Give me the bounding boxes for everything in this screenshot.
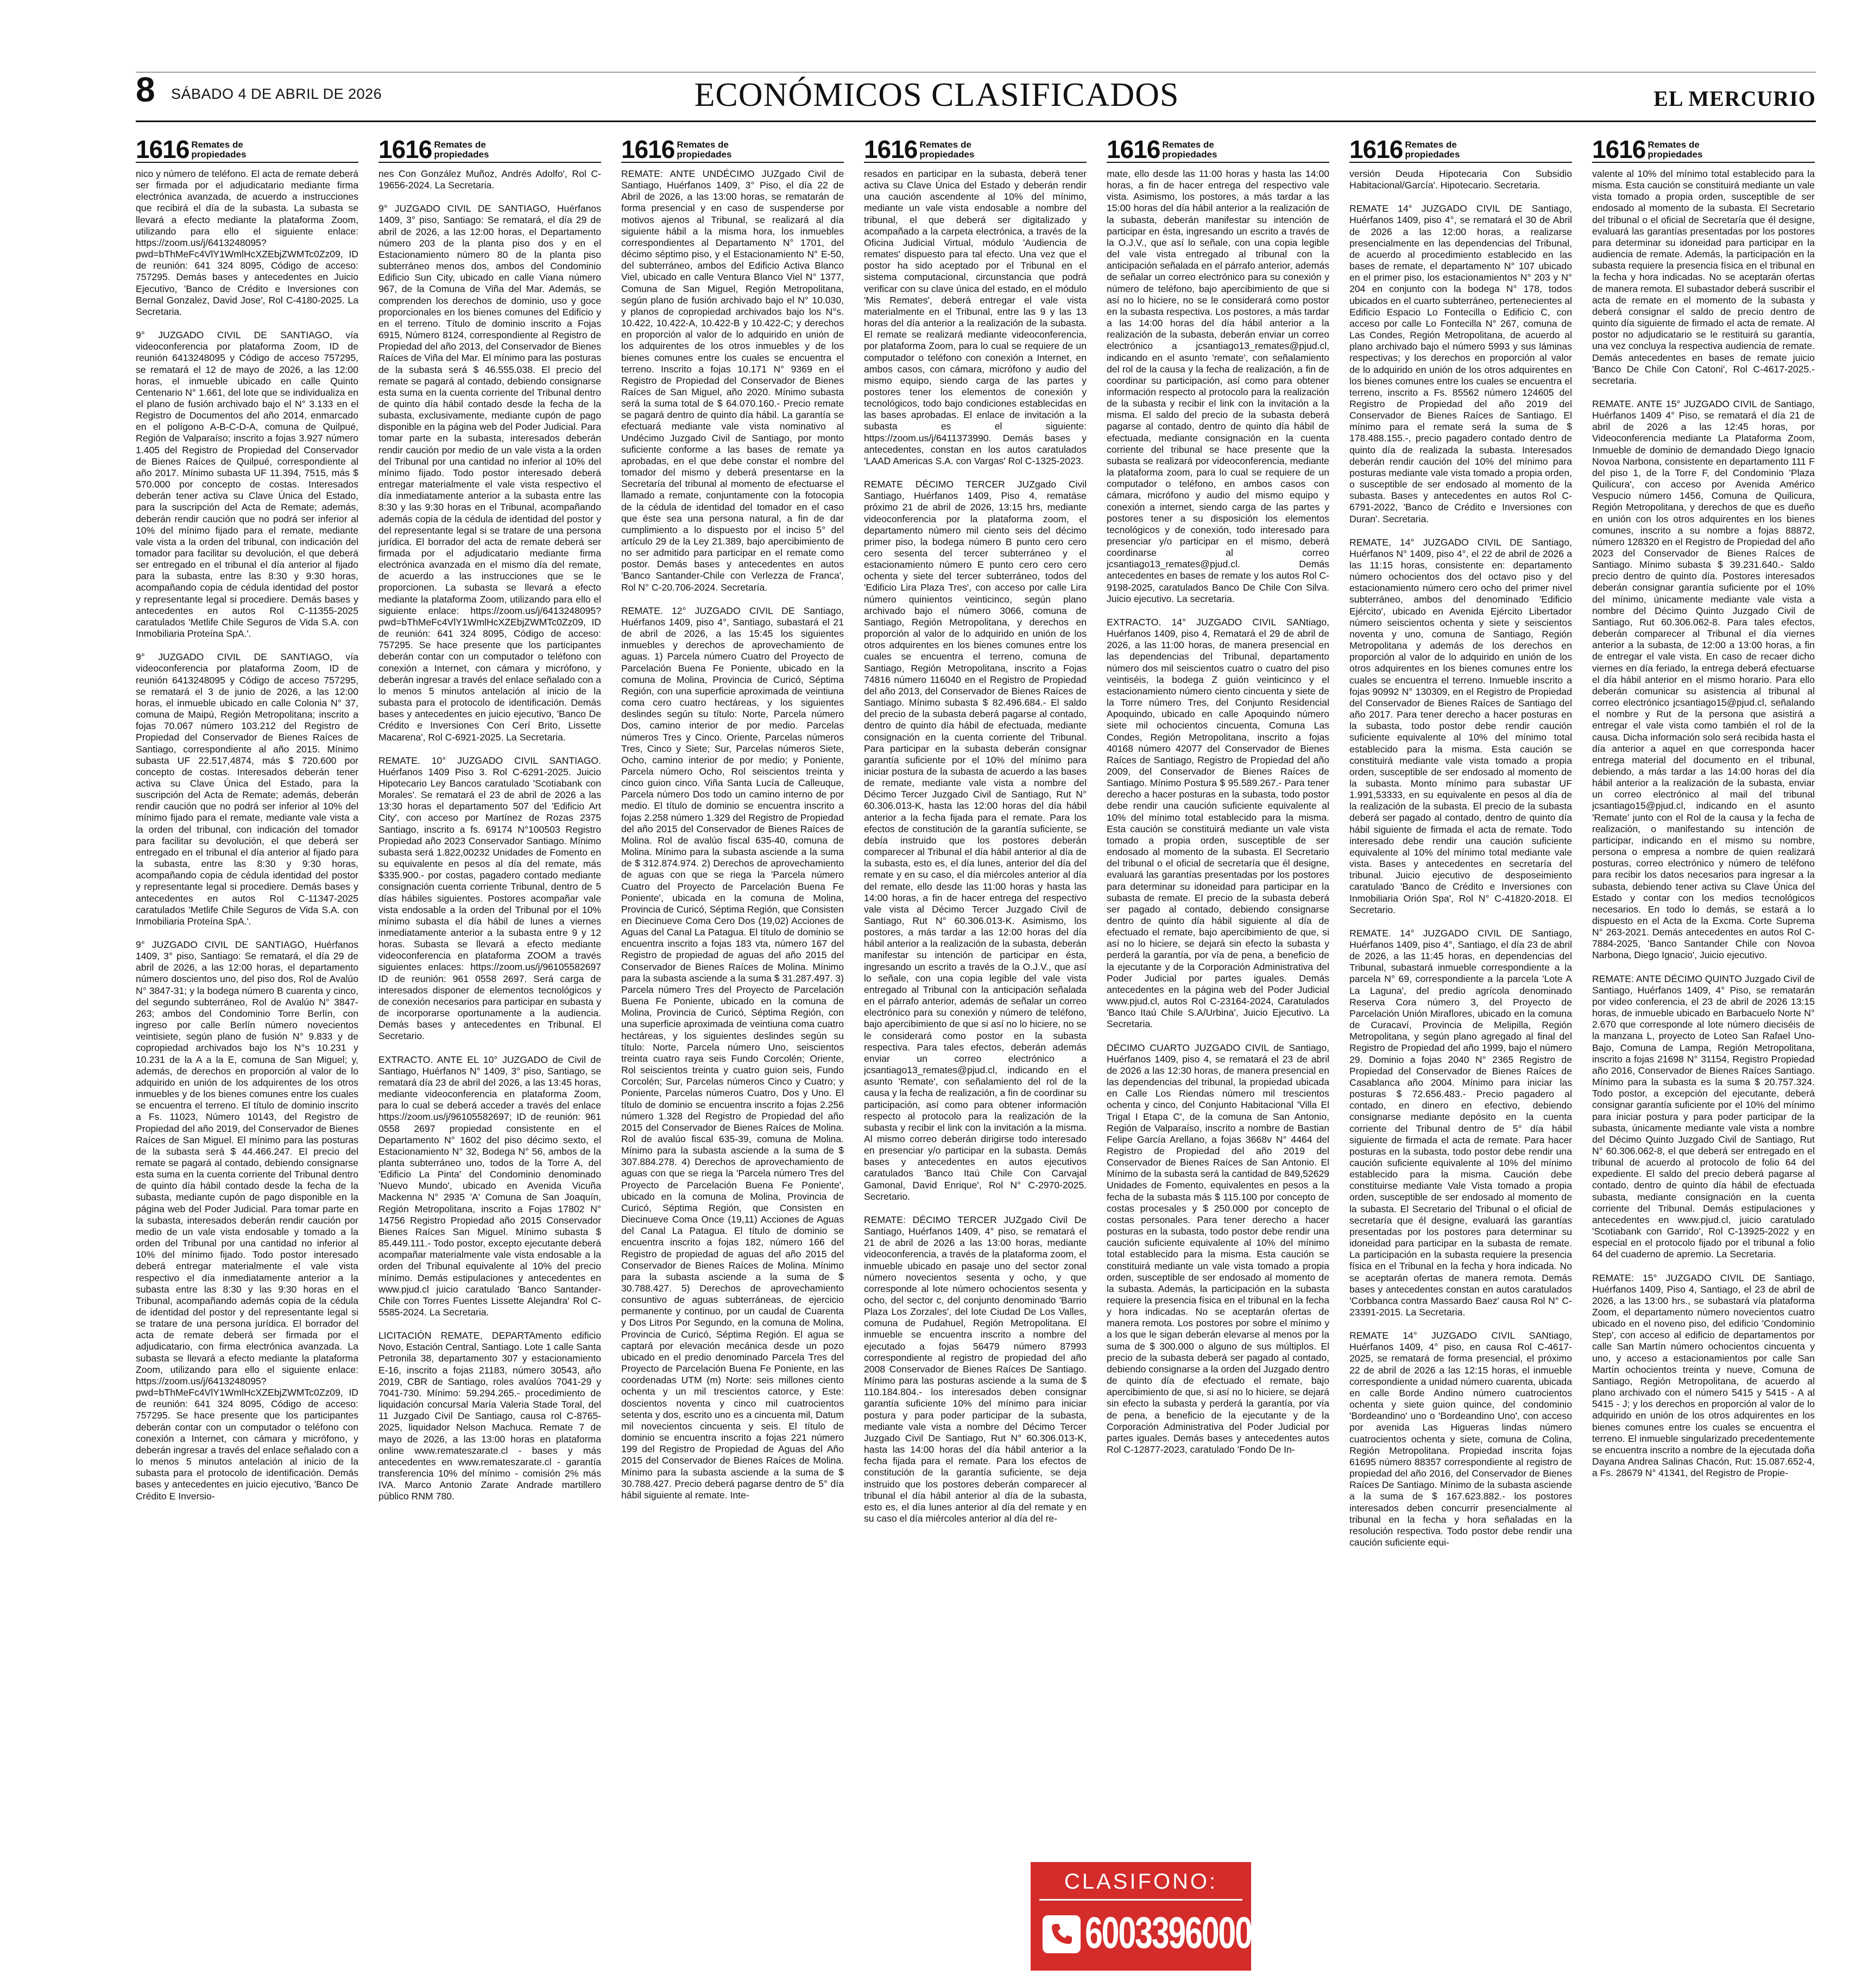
- section-label: [919, 140, 974, 160]
- classified-column-5: [1107, 129, 1329, 1972]
- column-header: [1107, 129, 1329, 163]
- section-label-line-1: Remates de: [1162, 140, 1214, 150]
- section-label-line-2: propiedades: [919, 149, 975, 160]
- section-label-line-1: Remates de: [1405, 140, 1457, 150]
- classified-column-2: [378, 129, 601, 1972]
- section-number: 1616: [1592, 135, 1646, 163]
- notice-paragraph: REMATE: 15° JUZGADO CIVIL DE Santiago, Huérfanos 1409, Piso 4, Santiago, el 23 de abril de 2026, a las 13:00 hrs., se subastará vía plataforma Zoom, el departamento número novecientos cuatro ubicado en el noveno piso, del edificio 'Condominio Step', con acceso al edificio de departamentos por calle San Martín número ochocientos cincuenta y uno, y acceso a estacionamientos por calle San Martín ochocientos treinta y nueve, Comuna de Santiago, Región Metropolitana, de acuerdo al plano archivado con el número 5415 y 5415 - A al 5415 - J; y los derechos en proporción al valor de lo adquirido en unión de los otros adquirentes en los bienes comunes entre los cuales se encuentra el terreno. El inmueble singularizado precedentemente se encuentra inscrito a nombre de la ejecutada doña Dayana Andrea Salinas Chacón, Rut: 15.087.652-4, a Fs. 28679 N° 41341, del Registro de Propie-: [1592, 1272, 1815, 1479]
- section-label: [1405, 140, 1460, 160]
- notice-paragraph: valente al 10% del mínimo total establecido para la misma. Esta caución se constituirá mediante un vale vista tomado a propia orden, susceptible de ser endosado al momento de la subasta. El Secretario del tribunal o el oficial de Secretaría que él designe, evaluará las garantías presentadas por los postores para determinar su idoneidad para participar en la audiencia de remate. Además, la participación en la subasta requiere la presencia física en el tribunal en la fecha y hora indicadas. No se aceptarán ofertas de manera remota. El subastador deberá suscribir el acta de remate en el momento de la subasta y deberá consignar el saldo de precio dentro de quinto día siguiente de firmado el acta de remate. Al postor no adjudicatario se le restituirá su garantía, una vez concluya la respectiva audiencia de remate. Demás antecedentes en bases de remate juicio 'Banco De Chile Con Catoni', Rol C-4617-2025.- secretaria.: [1592, 168, 1815, 386]
- classified-column-3: [621, 129, 844, 1972]
- notice-paragraph: REMATE DÉCIMO TERCER JUZgado Civil Santiago, Huérfanos 1409, Piso 4, rematáse próximo 21 de abril de 2026, 13:15 hrs, mediante videoconferencia por la plataforma zoom, el departamento número mil ciento seis del décimo primer piso, la bodega número B punto cero cero cero sesenta del tercer subterráneo y el estacionamiento número E punto cero cero cero ochenta y siete del tercer subterráneo, todos del 'Edificio Lira Plaza Tres', con acceso por calle Lira número quinientos veinticinco, según plano archivado bajo el número 3066, comuna de Santiago, Región Metropolitana, y derechos en proporción al valor de lo adquirido en unión de los otros adquirentes en los bienes comunes entre los cuales se encuentra el terreno, comuna de Santiago, Región Metropolitana, inscrito a Fojas 74816 número 116040 en el Registro de Propiedad del año 2013, del Conservador de Bienes Raíces de Santiago. Mínimo subasta $ 82.496.684.- El saldo del precio de la subasta deberá pagarse al contado, dentro de quinto día hábil de efectuada, mediante consignación en la cuenta corriente del Tribunal. Para participar en la subasta deberán consignar garantía suficiente por el 10% del mínimo para iniciar postura de la subasta de acuerdo a las bases de remate, mediante vale vista a nombre del Décimo Tercer Juzgado Civil de Santiago, Rut N° 60.306.013-K, hasta las 12:00 horas del día hábil anterior a la fecha fijada para el remate. Para los efectos de constitución de la garantía suficiente, se debía instruido que los postores deberán comparecer al Tribunal el día hábil anterior al día de la subasta, esto es, el día lunes, anterior del día del remate y en su caso, el día miércoles anterior al día del remate, ello desde las 11:00 horas y hasta las 14:00 horas, a fin de hacer entrega del respectivo vale vista al Décimo Tercer Juzgado Civil de Santiago, Rut N° 60.306.013-K. Asimismo, los postores, a más tardar a las 12:00 horas del día hábil anterior a la realización de la subasta, deberán manifestar su intención de participar en ésta, ingresando un escrito a través de la O.J.V., que así lo señale, con una copia legible del vale vista entregado al Tribunal con la anticipación señalada en el párrafo anterior, además de señalar un correo electrónico para su conexión y número de teléfono, bajo apercibimiento de que si así no lo hiciere, no se le considerará como postor en la subasta respectiva. Para tales efectos, deberán además enviar un correo electrónico a jcsantiago13_remates@pjud.cl, indicando en el asunto 'Remate', con señalamiento del rol de la causa y la fecha de realización, a fin de coordinar su participación, así como para obtener información respecto al protocolo para la realización de la subasta y recibir el link con la invitación a la misma. Al mismo correo deberán dirigirse todo interesado en presenciar y/o participar en la subasta. Demás bases y antecedentes en autos ejecutivos caratulados 'Banco Itaú Chile Con Carvajal Gamonal, David Enrique', Rol N° C-2970-2025. Secretario.: [864, 479, 1087, 1202]
- section-number: 1616: [864, 135, 918, 163]
- notice-paragraph: REMATE: ANTE DÉCIMO QUINTO Juzgado Civil de Santiago, Huérfanos 1409, 4° Piso, se rematarán por video conferencia, el 23 de abril de 2026 13:15 horas, de inmueble ubicado en Barbacuelo Norte N° 2.670 que corresponde al lote número dieciséis de la manzana L, proyecto de Loteo San Rafael Uno-Bajo, Comuna de Lampa, Región Metropolitana, inscrito a fojas 21698 N° 31154, Registro Propiedad año 2016, Conservador de Bienes Raíces Santiago. Mínimo para la subasta es la suma $ 20.757.324. Todo postor, a excepción del ejecutante, deberá consignar garantía suficiente por el 10% del mínimo para iniciar postura y para poder participar de la subasta, únicamente mediante vale vista a nombre del Décimo Quinto Juzgado Civil de Santiago, Rut N° 60.306.062-8, el que deberá ser entregado en el tribunal de acuerdo al protocolo de folio 64 del expediente. El saldo del precio deberá pagarse al contado, dentro de quinto día hábil de efectuada subasta, mediante consignación en la cuenta corriente del Tribunal. Demás estipulaciones y antecedentes en www.pjud.cl, juicio caratulado 'Scotiabank con Garrido', Rol C-13925-2022 y en especial en el protocolo fijado por el tribunal a folio 64 del cuaderno de apremio. La Secretaria.: [1592, 973, 1815, 1260]
- notice-paragraph: resados en participar en la subasta, deberá tener activa su Clave Única del Estado y deberán rendir una caución ascendente al 10% del mínimo, mediante un vale vista endosable a nombre del tribunal, el que deberá ser digitalizado y acompañado a la carpeta electrónica, a través de la Oficina Judicial Virtual, módulo 'Audiencia de remates' dispuesto para tal efecto. Una vez que el postor ha sido aceptado por el Tribunal en el sistema computacional, circunstancia que podrá verificar con su clave única del estado, en el módulo 'Mis Remates', deberá entregar el vale vista materialmente en el Tribunal, entre las 9 y las 13 horas del día anterior a la realización de la subasta. El remate se realizará mediante videoconferencia, por plataforma Zoom, para lo cual se requiere de un computador o teléfono con conexión a Internet, en ambos casos, con cámara, micrófono y audio del mismo equipo, siendo carga de las partes y postores tener los elementos de conexión y tecnológicos, todo bajo condiciones establecidas en las bases aprobadas. El enlace de invitación a la subasta es el siguiente: https://zoom.us/j/6411373990. Demás bases y antecedentes, constan en los autos caratulados 'LAAD Americas S.A. con Vargas' Rol C-1325-2023.: [864, 168, 1087, 466]
- section-number: 1616: [136, 135, 190, 163]
- notice-paragraph: DÉCIMO CUARTO JUZGADO CIVIL de Santiago, Huérfanos 1409, piso 4, se rematará el 23 de abril de 2026 a las 12:30 horas, de manera presencial en las dependencias del tribunal, la propiedad ubicada en Calle Los Riendas número mil trescientos ochenta y cinco, del Conjunto Habitacional 'Villa El Trigal I Etapa C', de la comuna de San Antonio, Región de Valparaíso, inscrito a nombre de Bastian Felipe García Arellano, a fojas 3668v N° 4464 del Registro de Propiedad del año 2019 del Conservador de Bienes Raíces de San Antonio. El Mínimo de la subasta será la cantidad de 849,52629 Unidades de Fomento, equivalentes en pesos a la fecha de la subasta más $ 115.100 por concepto de costas procesales y $ 250.000 por concepto de costas personales. Para tener derecho a hacer posturas en la subasta, todo postor debe rendir una caución suficiente equivalente al 10% del mínimo total establecido para la misma. Esta caución se constituirá mediante un vale vista tomado a propia orden, susceptible de ser endosado al momento de la subasta. Además, la participación en la subasta requiere la presencia física en el tribunal en la fecha y hora indicadas. No se aceptarán ofertas de manera remota. Los postores por sobre el mínimo y a los que le sigan deberán elevarse al menos por la suma de $ 300.000 o alguno de sus múltiplos. El precio de la subasta deberá ser pagado al contado, debiendo consignarse a la orden del Juzgado dentro de quinto día de efectuado el remate, bajo apercibimiento de que, si así no lo hiciere, se dejará sin efecto la subasta y perderá la garantía, por vía de pena, a beneficio de la ejecutante y de la Corporación Administrativa del Poder Judicial por partes iguales. Demás bases y antecedentes autos Rol C-12877-2023, caratulado 'Fondo De In-: [1107, 1042, 1329, 1455]
- notice-paragraph: REMATE: ANTE UNDÉCIMO JUZgado Civil de Santiago, Huérfanos 1409, 3° Piso, el día 22 de Abril de 2026, a las 13:00 horas, se rematarán de forma presencial y en caso de suspenderse por motivos ajenos al Tribunal, se realizará al día siguiente hábil a la misma hora, los inmuebles correspondientes al Departamento N° 1701, del décimo séptimo piso, y el Estacionamiento N° E-50, del subterráneo, ambos del Edificio Activa Blanco Viel, ubicado en calle Ventura Blanco Viel N° 1377, Comuna de San Miguel, Región Metropolitana, según plano de fusión archivado bajo el N° 10.030, y planos de copropiedad archivados bajo los N°s. 10.422, 10.422-A, 10.422-B y 10.422-C; y derechos en proporción al valor de lo adquirido en unión de los adquirentes de los otros inmuebles y de los bienes comunes entre los cuales se encuentra el terreno. Inscrito a fojas 10.171 N° 9369 en el Registro de Propiedad del Conservador de Bienes Raíces de San Miguel, año 2020. Mínimo subasta será la suma total de $ 64.070.160.- Precio remate se pagará dentro de quinto día hábil. La garantía se efectuará mediante vale vista nominativo al Undécimo Juzgado Civil de Santiago, por monto suficiente conforme a las bases de remate ya aprobadas, en el que debe constar el nombre del tomador del mismo y deberá presentarse en la Secretaría del tribunal al momento de efectuarse el llamado a remate, conjuntamente con la fotocopia de la cédula de identidad del tomador en el caso que éste sea una persona natural, a fin de dar cumplimiento a lo dispuesto por el inciso 5° del artículo 29 de la Ley 21.389, bajo apercibimiento de no ser admitido para participar en el remate como postor. Demás bases y antecedentes en autos 'Banco Santander-Chile con Verlezza de Franca', Rol N° C-20.706-2024. Secretaría.: [621, 168, 844, 593]
- classified-column-4: [864, 129, 1087, 1972]
- ad-divider: [1039, 1899, 1242, 1901]
- notice-paragraph: REMATE: DÉCIMO TERCER JUZgado Civil De Santiago, Huérfanos 1409, 4° piso, se rematará el 21 de abril de 2026 a las 13:00 horas, mediante videoconferencia, a través de la plataforma zoom, el inmueble ubicado en pasaje uno del sector zonal número novecientos sesenta y ocho, y que corresponde al lote número ochocientos sesenta y ocho, del sector c, del conjunto denominado 'Barrio Plaza Los Zorzales', del lote Ciudad De Los Valles, comuna de Pudahuel, Región Metropolitana. El inmueble se encuentra inscrito a nombre del ejecutado a fojas 56479 número 87993 correspondiente al registro de propiedad del año 2008 Conservador de Bienes Raíces De Santiago. Mínimo para las posturas asciende a la suma de $ 110.184.804.- los interesados deben consignar garantía suficiente 10% del mínimo para iniciar postura y para poder participar de la subasta, mediante vale vista a nombre del Décimo Tercer Juzgado Civil De Santiago, Rut N° 60.306.013-K, hasta las 14:00 horas del día hábil anterior a la fecha fijada para el remate. Para los efectos de constitución de la garantía suficiente, se deja instruido que los postores deberán comparecer al tribunal el día hábil anterior al día de la subasta, esto es, el día lunes anterior al día del remate y en su caso el día miércoles anterior al día del re-: [864, 1214, 1087, 1524]
- section-number: 1616: [621, 135, 675, 163]
- notice-paragraph: REMATE 14° JUZGADO CIVIL SANtiago, Huérfanos 1409, 4° piso, en causa Rol C-4617-2025, se rematará de forma presencial, el próximo 22 de abril de 2026 a las 12:15 horas, el inmueble correspondiente a unidad número cuarenta, ubicada en calle Borde Andino número cuatrocientos ochenta y siete guion quince, del condominio 'Bordeandino' uno o 'Bordeandino Uno', con acceso por avenida Las Higueras lindas número cuatrocientos ochenta y siete, comuna de Colina, Región Metropolitana. Propiedad inscrita fojas 61695 número 88357 correspondiente al registro de propiedad del año 2016, del Conservador de Bienes Raíces De Santiago. Mínimo de la subasta asciende a la suma de $ 167.623.882.- los postores interesados deben concurrir presencialmente al tribunal en la fecha y hora señaladas en la resolución respectiva. Todo postor debe rendir una caución suficiente equi-: [1349, 1330, 1572, 1548]
- ad-phone-number: 6003396000: [1085, 1908, 1252, 1958]
- section-label-line-2: propiedades: [1162, 149, 1217, 160]
- classified-column-6: [1349, 129, 1572, 1972]
- classified-column-7: [1592, 129, 1815, 1972]
- section-label-line-2: propiedades: [191, 149, 247, 160]
- header-rule: [136, 121, 1816, 122]
- notice-paragraph: nes Con González Muñoz, Andrés Adolfo', Rol C-19656-2024. La Secretaria.: [378, 168, 601, 191]
- section-label-line-1: Remates de: [1648, 140, 1700, 150]
- column-header: [1349, 129, 1572, 163]
- notice-paragraph: 9° JUZGADO CIVIL DE SANTIAGO, vía videoconferencia por plataforma Zoom, ID de reunión 6413248095 y Código de acceso 757295, se rematará el 3 de junio de 2026, a las 12:00 horas, el inmueble ubicado en calle Colonia N° 37, comuna de Maipú, Región Metropolitana; inscrito a fojas 70.067 número 103.212 del Registro de Propiedad del Conservador de Bienes Raíces de Santiago, correspondiente al año 2015. Mínimo subasta UF 22.517,4874, más $ 720.600 por concepto de costas. Interesados deberán tener activa su Clave Única del Estado, para la suscripción del Acta de Remate; además, deberán rendir caución que no podrá ser inferior al 10% del mínimo fijado para el remate, mediante vale vista a la orden del tribunal, con indicación del tomador para facilitar su devolución, el que deberá ser entregado en el tribunal el día anterior al fijado para la subasta, entre las 8:30 y 9:30 horas, acompañando copia de cédula identidad del postor y representante legal si procediere. Demás bases y antecedentes en autos Rol C-11347-2025 caratulados 'Metlife Chile Seguros de Vida S.A. con Inmobiliaria Proteína SpA.'.: [136, 651, 358, 927]
- section-label: [677, 140, 731, 160]
- notice-paragraph: REMATE, 14° JUZGADO CIVIL DE Santiago, Huérfanos N° 1409, piso 4°, el 22 de abril de 2026 a las 11:15 horas, consistente en: departamento número ochocientos dos del octavo piso y del estacionamiento número cero ocho del primer nivel subterráneo, ambos del denominado 'Edificio Ejército', ubicado en Avenida Ejército Libertador número seiscientos ochenta y siete y seiscientos noventa y uno, comuna de Santiago, Región Metropolitana y además de los derechos en proporción al valor de lo adquirido en unión de los otros adquirentes en los bienes comunes entre los cuales se encuentra el terreno. Inmueble inscrito a fojas 90992 N° 130309, en el Registro de Propiedad del Conservador de Bienes Raíces de Santiago del año 2017. Para tener derecho a hacer posturas en la subasta, todo postor debe rendir caución suficiente equivalente al 10% del mínimo total establecido para la misma. Esta caución se constituirá mediante vale vista tomado a propia orden, susceptible de ser endosado al momento de la subasta. Monto mínimo para subastar UF 1.991,53333, en su equivalente en pesos al día de la realización de la subasta. El precio de la subasta deberá ser pagado al contado, dentro de quinto día hábil siguiente de firmada el acta de remate. Todo interesado debe rendir una caución suficiente equivalente al 10% del mínimo total mediante vale vista. Bases y antecedentes en secretaría del tribunal. Juicio ejecutivo de desposeimiento caratulado 'Banco de Crédito e Inversiones con Inmobiliaria Orión Spa', Rol N° C-41820-2018. El Secretario.: [1349, 536, 1572, 915]
- column-text: [621, 168, 844, 1501]
- notice-paragraph: REMATE. ANTE 15° JUZGADO CIVIL de Santiago, Huérfanos 1409 4° Piso, se rematará el día 21 de abril de 2026 a las 12:45 horas, por Videoconferencia mediante La Plataforma Zoom, Inmueble de dominio de demandado Diego Ignacio Novoa Narbona, consistente en departamento 111 F del piso 1, de la Torre F, del Condominio 'Plaza Quilicura', con acceso por Avenida Américo Vespucio número 1456, Comuna de Quilicura, Región Metropolitana, y derechos de que es dueño en unión con los otros adquirentes en los bienes comunes, inscrito a su nombre a fojas 88872, número 128320 en el Registro de Propiedad del año 2023 del Conservador de Bienes Raíces de Santiago. Mínimo subasta $ 39.231.640.- Saldo precio dentro de quinto día. Postores interesados deberán consignar garantía suficiente por el 10% del mínimo, únicamente mediante vale vista a nombre del Décimo Quinto Juzgado Civil de Santiago, Rut 60.306.062-8. Para tales efectos, deberán comparecer al Tribunal el día viernes anterior a la subasta, de 12:00 a 13:00 horas, a fin de entregar el vale vista. En caso de recaer dicho viernes en día feriado, la entrega deberá efectuarse el día hábil anterior en el mismo horario. Para ello deberán comunicar su asistencia al tribunal al correo electrónico jcsantiago15@pjud.cl, señalando el nombre y Rut de la persona que asistirá a entregar el vale vista como también el rol de la causa. Dicha información solo será recibida hasta el día anterior a aquel en que corresponda hacer entrega material del documento en el tribunal, debiendo, a más tardar a las 14:00 horas del día hábil anterior a la realización de la subasta, enviar un correo electrónico al mail del tribunal jcsantiago15@pjud.cl, indicando en el asunto 'Remate' junto con el Rol de la causa y la fecha de realización, o manifestando su intención de participar, indicando en el mismo su nombre, persona o empresa a nombre de quien realizará posturas, correo electrónico y número de teléfono para recibir los datos necesarios para ingresar a la subasta, debiendo tener activa su Clave Única del Estado y contar con los medios tecnológicos necesarios. En todo lo demás, se estará a lo dispuesto en el Acta de la Excma. Corte Suprema N° 263-2021. Demás antecedentes en autos Rol C-7884-2025, 'Banco Santander Chile con Novoa Narbona, Diego Ignacio', Juicio ejecutivo.: [1592, 398, 1815, 961]
- section-label-line-2: propiedades: [1648, 149, 1703, 160]
- section-label-line-2: propiedades: [1405, 149, 1460, 160]
- column-text: [378, 168, 601, 1503]
- ad-title: CLASIFONO:: [1064, 1870, 1218, 1894]
- notice-paragraph: REMATE 14° JUZGADO CIVIL DE Santiago, Huérfanos 1409, piso 4°, se rematará el 30 de Abril de 2026 a las 12:00 horas, a realizarse presencialmente en las dependencias del Tribunal, de acuerdo al procedimiento establecido en las bases de remate, el departamento N° 107 ubicado en el primer piso, los estacionamientos N° 203 y N° 204 en conjunto con la bodega N° 178, todos ubicados en el cuarto subterráneo, pertenecientes al Edificio Espacio Lo Fontecilla o Edificio C, con acceso por calle Lo Fontecilla N° 267, comuna de Las Condes, Región Metropolitana, de acuerdo al plano archivado bajo el número 5993 y sus láminas respectivas; y los derechos en proporción al valor de lo adquirido en unión de los otros adquirentes en los bienes comunes entre los cuales se encuentra el terreno, inscrito a Fs. 85562 número 124605 del Registro de Propiedad del año 2019 del Conservador de Bienes Raíces de Santiago. El mínimo para el remate será la suma de $ 178.488.155.-, precio pagadero contado dentro de quinto día de realizada la subasta. Interesados deberán rendir caución del 10% del mínimo para posturas mediante vale vista tomado a propia orden, o susceptible de ser endosado al momento de la subasta. Bases y antecedentes en autos Rol C-6791-2022, 'Banco de Crédito e Inversiones con Duran'. Secretaria.: [1349, 203, 1572, 524]
- clasifono-ad: [1031, 1862, 1251, 1971]
- classified-columns: [136, 129, 1816, 1972]
- section-title: ECONÓMICOS CLASIFICADOS: [694, 77, 1179, 113]
- column-header: [136, 129, 358, 163]
- section-number: 1616: [1349, 135, 1403, 163]
- section-label: [434, 140, 489, 160]
- top-rule: [136, 72, 1816, 73]
- section-label: [1648, 140, 1702, 160]
- section-label-line-2: propiedades: [677, 149, 732, 160]
- notice-paragraph: 9° JUZGADO CIVIL DE SANTIAGO, Huérfanos 1409, 3° piso, Santiago: Se rematará, el día 29 de abril de 2026, a las 12:00 horas, el Departamento número 203 de la planta piso dos y en el Estacionamiento número 80 de la planta piso subterráneo menos dos, ambos del Condominio Edificio Sun City, ubicado en calle Viana número 967, de la Comuna de Viña del Mar. Además, se comprenden los derechos de dominio, uso y goce proporcionales en los bienes comunes del Edificio y en el terreno. Título de dominio inscrito a Fojas 6915, Número 8124, correspondiente al Registro de Propiedad del año 2013, del Conservador de Bienes Raíces de Viña del Mar. El mínimo para las posturas de la subasta será $ 46.555.038. El precio del remate se pagará al contado, debiendo consignarse esta suma en la cuenta corriente del Tribunal dentro de quinto día hábil contado desde la fecha de la subasta, exclusivamente, mediante cupón de pago disponible en la página web del Poder Judicial. Para tomar parte en la subasta, interesados deberán rendir caución por medio de un vale vista a la orden del Tribunal por una cantidad no inferior al 10% del mínimo fijado. Todo postor interesado deberá entregar materialmente el vale vista respectivo el día inmediatamente anterior a la subasta entre las 8:30 y las 9:30 horas en el Tribunal, acompañando además copia de la cédula de identidad del postor y del representante legal si se tratare de una persona jurídica. El borrador del acta de remate deberá ser firmada por el adjudicatario mediante firma electrónica avanzada en el mismo día del remate, de acuerdo a las instrucciones que se le proporcionen. La subasta se llevará a efecto mediante la plataforma Zoom, utilizando para ello el siguiente enlace: https://zoom.us/j/6413248095? pwd=bThMeFc4VlY1WmlHcXZEbjZWMTc0Zz09, ID de reunión: 641 324 8095, Código de acceso: 757295. Se hace presente que los participantes deberán contar con un computador o teléfono con conexión a Internet, con cámara y micrófono, y deberán ingresar a través del enlace señalado con a lo menos 5 minutos antelación al inicio de la subasta para el protocolo de identificación. Demás bases y antecedentes en juicio ejecutivo, 'Banco De Crédito e Inversiones Con Cerí Brito, Lissette Macarena', Rol C-6921-2025. La Secretaria.: [378, 203, 601, 743]
- column-text: [1349, 168, 1572, 1548]
- notice-paragraph: REMATE. 12° JUZGADO CIVIL DE Santiago, Huérfanos 1409, piso 4°, Santiago, subastará el 21 de abril de 2026, a las 15:45 los siguientes inmuebles y derechos de aprovechamiento de aguas. 1) Parcela número Cuatro del Proyecto de Parcelación Buena Fe Poniente, ubicado en la comuna de Molina, Provincia de Curicó, Séptima Región, con una superficie aproximada de veintiuna coma cero cuatro hectáreas, y los siguientes deslindes según su título: Norte, Parcela número Dos, camino interior de por medio. Parcelas números Tres y Cinco. Oriente, Parcelas números Tres, Cinco y Siete; Sur, Parcelas números Siete, Ocho, camino interior de por medio; y Poniente, Parcela número Ocho, Rol seiscientos treinta y cinco guion cinco. Viña Santa Lucía de Calleuque, Parcela número Dos todo un camino interno de por medio. El título de dominio se encuentra inscrito a fojas 2.258 número 1.329 del Registro de Propiedad del año 2015 del Conservador de Bienes Raíces de Molina. Rol de avalúo fiscal 635-40, comuna de Molina. Mínimo para la subasta asciende a la suma de $ 312.874.974. 2) Derechos de aprovechamiento de aguas con que se riega la 'Parcela número Cuatro del Proyecto de Parcelación Buena Fe Poniente', ubicada en la comuna de Molina, Provincia de Curicó, Séptima Región, que Consisten en Diecinueve Coma Cero Dos (19,02) Acciones de Aguas del Canal La Patagua. El título de dominio se encuentra inscrito a fojas 183 vta, número 167 del Registro de propiedad de aguas del año 2015 del Conservador de Bienes Raíces de Molina. Mínimo para la subasta asciende a la suma $ 31.287.497. 3) Parcela número Tres del Proyecto de Parcelación Buena Fe Poniente, ubicado en la comuna de Molina, Provincia de Curicó, Séptima Región, con una superficie aproximada de veintiuna coma cuatro hectáreas, y los siguientes deslindes según su título: Norte, Parcela número Uno, seiscientos treinta cuatro raya seis Fundo Corcolén; Oriente, Rol seiscientos treinta y cuatro guion seis, Fundo Corcolén; Sur, Parcelas números Cinco y Cuatro; y Poniente, Parcelas números Cuatro, Dos y Uno. El título de dominio se encuentra inscrito a fojas 2.256 número 1.328 del Registro de Propiedad del año 2015 del Conservador de Bienes Raíces de Molina. Rol de avalúo fiscal 635-39, comuna de Molina. Mínimo para la subasta asciende a la suma de $ 307.884.278. 4) Derechos de aprovechamiento de aguas con que se riega la 'Parcela número Tres del Proyecto de Parcelación Buena Fe Poniente', ubicado en la comuna de Molina, Provincia de Curicó, Séptima Región, que Consisten en Diecinueve Coma Once (19,11) Acciones de Aguas del Canal La Patagua. El título de dominio se encuentra inscrito a fojas 182, número 166 del Registro de propiedad de aguas del año 2015 del Conservador de Bienes Raíces de Molina. Mínimo para la subasta asciende a la suma de $ 30.788.427. 5) Derechos de aprovechamiento consuntivo de aguas subterráneas, de ejercicio permanente y continuo, por un caudal de Cuarenta y Dos Litros Por Segundo, en la comuna de Molina, Provincia de Curicó, Séptima Región. El agua se captará por elevación mecánica desde un pozo ubicado en el predio denominado Parcela Tres del Proyecto de Parcelación Buena Fe Poniente, en las coordenadas UTM (m) Norte: seis millones ciento ochenta y un mil trescientos catorce, y Este: doscientos noventa y cinco mil cuatrocientos setenta y dos, escrito uno es a cincuenta mil, Datum mil novecientos cincuenta y seis. El título de dominio se encuentra inscrito a fojas 221 número 199 del Registro de Propiedad de Aguas del Año 2015 del Conservador de Bienes Raíces de Molina. Mínimo para la subasta asciende a la suma de $ 30.788.427. Precio deberá pagarse dentro de 5° día hábil siguiente al remate. Inte-: [621, 605, 844, 1501]
- classified-column-1: [136, 129, 358, 1972]
- page-date: SÁBADO 4 DE ABRIL DE 2026: [171, 86, 382, 102]
- section-number: 1616: [1107, 135, 1160, 163]
- section-label-line-1: Remates de: [677, 140, 729, 150]
- column-text: [1107, 168, 1329, 1455]
- column-header: [378, 129, 601, 163]
- notice-paragraph: REMATE. 10° JUZGADO CIVIL SANTIAGO. Huérfanos 1409 Piso 3. Rol C-6291-2025. Juicio Hipotecario Ley Bancos caratulado 'Scotiabank con Morales'. Se rematará el 23 de abril de 2026 a las 13:30 horas el departamento 507 del 'Edificio Art City', con acceso por Martínez de Rozas 2375 Santiago, inscrito a fs. 69174 N°100503 Registro Propiedad año 2023 Conservador Santiago. Mínimo subasta será 1.822,00232 Unidades de Fomento en su equivalente en pesos al día del remate, más $335.900.- por costas, pagadero contado mediante consignación cuenta corriente Tribunal, dentro de 5 días hábiles siguientes. Postores acompañar vale vista endosable a la orden del Tribunal por el 10% mínimo subasta el día hábil de lunes a viernes inmediatamente anterior a la subasta entre 9 y 12 horas. Subasta se llevará a efecto mediante videoconferencia en plataforma ZOOM a través siguientes enlaces: https://zoom.us/j/96105582697 ID de reunión: 961 0558 2697. Será carga de interesados disponer de elementos tecnológicos y de conexión necesarios para participar en subasta y de incorporarse oportunamente a la audiencia. Demás bases y antecedentes en Tribunal. El Secretario.: [378, 755, 601, 1042]
- notice-paragraph: EXTRACTO. 14° JUZGADO CIVIL SANtiago, Huérfanos 1409, piso 4, Rematará el 29 de abril de 2026, a las 11:00 horas, de manera presencial en las dependencias del Tribunal, departamento número dos mil seiscientos cuatro o cuatro del piso veintiséis, la bodega Z guión veinticinco y el estacionamiento número ciento cincuenta y siete de la Torre número Tres, del Conjunto Residencial Apoquindo, ubicado en calle Apoquindo número siete mil ochocientos cincuenta, Comuna Las Condes, Región Metropolitana, inscrito a fojas 40168 número 42077 del Conservador de Bienes Raíces de Santiago, Registro de Propiedad del año 2009, del Conservador de Bienes Raíces de Santiago. Mínimo Postura $ 95.589.267.- Para tener derecho a hacer posturas en la subasta, todo postor debe rendir una caución suficiente equivalente al 10% del mínimo total establecido para la misma. Esta caución se constituirá mediante un vale vista tomado a propia orden, susceptible de ser endosado al momento de la subasta. El Secretario del tribunal o el oficial de secretaría que él designe, evaluará las garantías presentadas por los postores para determinar su idoneidad para participar en la subasta de remate. El precio de la subasta deberá ser pagado al contado, debiendo consignarse dentro de quinto día hábil siguiente al día de efectuado el remate, bajo apercibimiento de que, si así no lo hiciere, se dejará sin efecto la subasta y perderá la garantía, por vía de pena, a beneficio de la ejecutante y de la Corporación Administrativa del Poder Judicial por partes iguales. Demás antecedentes en la página web del Poder Judicial www.pjud.cl, autos Rol C-23164-2024, Caratulados 'Banco Itaú Chile S.A/Urbina', Juicio Ejecutivo. La Secretaria.: [1107, 616, 1329, 1030]
- column-text: [136, 168, 358, 1502]
- notice-paragraph: LICITACIÓN REMATE, DEPARTAmento edificio Novo, Estación Central, Santiago. Lote 1 calle Santa Petronila 38, departamento 307 y estacionamiento E-16, inscrito a fojas 21183, número 30543, año 2019, CBR de Santiago, roles avalúos 7041-29 y 7041-730. Mínimo: 59.294.265.- procedimiento de liquidación concursal María Valeria Stade Toral, del 11 Juzgado Civil De Santiago, causa rol C-8765-2025, liquidador Nelson Machuca. Remate 7 de mayo de 2026, a las 13:00 horas en plataforma online www.remateszarate.cl - bases y más antecedentes en www.remateszarate.cl - garantía transferencia 10% del mínimo - comisión 2% más IVA. Marco Antonio Zarate Andrade martillero público RNM 780.: [378, 1330, 601, 1502]
- page-number: 8: [136, 70, 155, 109]
- section-label-line-2: propiedades: [434, 149, 489, 160]
- column-header: [1592, 129, 1815, 163]
- notice-paragraph: 9° JUZGADO CIVIL DE SANTIAGO, vía videoconferencia por plataforma Zoom, ID de reunión 6413248095 y Código de acceso 757295, se rematará el 12 de mayo de 2026, a las 12:00 horas, el inmueble ubicado en calle Quinto Centenario N° 1.661, del lote que se individualiza en el plano de fusión archivado bajo el N° 3.133 en el Registro de Documentos del año 2014, enmarcado en el polígono A-B-C-D-A, comuna de Quilpué, Región de Valparaíso; inscrito a fojas 3.927 número 1.405 del Registro de Propiedad del Conservador de Bienes Raíces de Quilpué, correspondiente al año 2017. Mínimo subasta UF 11.394, 7515, más $ 570.000 por concepto de costas. Interesados deberán tener activa su Clave Única del Estado, para la suscripción del Acta de Remate; además, deberán rendir caución que no podrá ser inferior al 10% del mínimo fijado para el remate, mediante vale vista a la orden del tribunal, con indicación del tomador para facilitar su devolución, el que deberá ser entregado en el tribunal el día anterior al fijado para la subasta, entre las 8:30 y 9:30 horas, acompañando copia de cédula identidad del postor y representante legal si procediere. Demás bases y antecedentes en autos Rol C-11355-2025 caratulados 'Metlife Chile Seguros de Vida S.A. con Inmobiliaria Proteína SpA.'.: [136, 330, 358, 640]
- column-header: [621, 129, 844, 163]
- notice-paragraph: versión Deuda Hipotecaria Con Subsidio Habitacional/García'. Hipotecario. Secretaria.: [1349, 168, 1572, 191]
- column-header: [864, 129, 1087, 163]
- newspaper-brand: EL MERCURIO: [1653, 86, 1816, 111]
- column-text: [864, 168, 1087, 1524]
- section-number: 1616: [378, 135, 432, 163]
- section-label: [191, 140, 246, 160]
- notice-paragraph: nico y número de teléfono. El acta de remate deberá ser firmada por el adjudicatario mediante firma electrónica avanzada, de acuerdo a instrucciones que recibirá el día de la subasta. La subasta se llevará a efecto mediante la plataforma Zoom, utilizando para ello el siguiente enlace: https://zoom.us/j/6413248095?pwd=bThMeFc4VlY1WmlHcXZEbjZWMTc0Zz09, ID de reunión: 641 324 8095, Código de acceso: 757295. Demás bases y antecedentes en Juicio Ejecutivo, 'Banco de Crédito e Inversiones con Bernal Gonzalez, David Jose', Rol C-4180-2025. La Secretaria.: [136, 168, 358, 317]
- section-label-line-1: Remates de: [191, 140, 243, 150]
- notice-paragraph: REMATE. 14° JUZGADO CIVIL DE Santiago, Huérfanos 1409, piso 4°, Santiago, el día 23 de abril de 2026, a las 11:45 horas, en dependencias del Tribunal, subastará inmueble correspondiente a la parcela N° 69, correspondiente a la parcela 'Lote A La Laguna', del predio agrícola denominado Reserva Cora número 3, del Proyecto de Parcelación Unión Miraflores, ubicado en la comuna de Curacaví, Provincia de Melipilla, Región Metropolitana, y según plano agregado al final del Registro de Propiedad del año 1999, bajo el número 29. Dominio a fojas 2040 N° 2365 Registro de Propiedad del Conservador de Bienes Raíces de Casablanca año 2004. Mínimo para iniciar las posturas $ 72.656.483.- Precio pagadero al contado, en dinero en efectivo, debiendo consignarse mediante depósito en la cuenta corriente del Tribunal dentro de 5° día hábil siguiente de firmada el acta de remate. Para hacer posturas en la subasta, todo postor debe rendir una caución suficiente equivalente al 10% del mínimo establecido para la misma. Caución debe constituirse mediante Vale Vista tomado a propia orden, susceptible de ser endosado al momento de la subasta. El Secretario del Tribunal o el oficial de secretaría que él designe, evaluará las garantías presentadas por los postores para determinar su idoneidad para participar en la subasta de remate. La participación en la subasta requiere la presencia física en el Tribunal en la fecha y hora indicada. No se aceptarán ofertas de manera remota. Demás bases y antecedentes constan en autos caratulados 'Corbbanca contra Massardo Baez' causa Rol N° C-23391-2015. La Secretaria.: [1349, 927, 1572, 1318]
- phone-icon: [1043, 1915, 1081, 1953]
- notice-paragraph: mate, ello desde las 11:00 horas y hasta las 14:00 horas, a fin de hacer entrega del respectivo vale vista. Asimismo, los postores, a más tardar a las 15:00 horas del día hábil anterior a la realización de la subasta, deberán manifestar su intención de participar en ésta, ingresando un escrito a través de la O.J.V., que así lo señale, con una copia legible del vale vista entregado al tribunal con la anticipación señalada en el párrafo anterior, además de señalar un correo electrónico para su conexión y número de teléfono, bajo apercibimiento de que si así no lo hiciere, no se le considerará como postor en la subasta respectiva. Los postores, a más tardar a las 14:00 horas del día hábil anterior a la realización de la subasta, deberán enviar un correo electrónico a jcsantiago13_remates@pjud.cl, indicando en el asunto 'remate', con señalamiento del rol de la causa y la fecha de realización, a fin de coordinar su participación, así como para obtener información respecto al protocolo para la realización de la subasta y recibir el link con la invitación a la misma. El saldo del precio de la subasta deberá pagarse al contado, dentro de quinto día hábil de efectuada, mediante consignación en la cuenta corriente del tribunal se hace presente que la subasta se realizará por videoconferencia, mediante la plataforma zoom, para lo cual se requiere de un computador o teléfono, en ambos casos con cámara, micrófono y audio del mismo equipo y conexión a internet, siendo carga de las partes y postores tener a su disposición los elementos tecnológicos y de conexión, todo interesado para presenciar y/o participar en el mismo, deberá coordinarse al correo jcsantiago13_remates@pjud.cl. Demás antecedentes en bases de remate y los autos Rol C-9198-2025, caratulados Banco De Chile Con Silva. Juicio ejecutivo. La secretaria.: [1107, 168, 1329, 604]
- notice-paragraph: EXTRACTO. ANTE EL 10° JUZGADO de Civil de Santiago, Huérfanos N° 1409, 3° piso, Santiago, se rematará día 23 de abril del 2026, a las 13:45 horas, mediante videoconferencia en plataforma Zoom, para lo cual se deberá acceder a través del enlace https://zoom.us/j/96105582697; ID de reunión: 961 0558 2697 propiedad consistente en el Departamento N° 1602 del piso décimo sexto, el Estacionamiento N° 32, Bodega N° 56, ambos de la planta subterráneo uno, todos de la Torre A, del 'Edificio La Pinta' del Condominio denominado 'Nuevo Mundo', ubicado en Avenida Vicuña Mackenna N° 2935 'A' Comuna de San Joaquín, Región Metropolitana, inscrito a Fojas 17802 N° 14756 Registro Propiedad año 2015 Conservador Bienes Raíces San Miguel. Mínimo subasta $ 85.449.111.- Todo postor, excepto ejecutante deberá acompañar materialmente vale vista endosable a la orden del Tribunal equivalente al 10% del precio mínimo. Demás estipulaciones y antecedentes en www.pjud.cl juicio caratulado 'Banco Santander-Chile con Torres Fuentes Lissette Alejandra' Rol C-5585-2024. La Secretaria.: [378, 1054, 601, 1318]
- section-label-line-1: Remates de: [919, 140, 971, 150]
- section-label: [1162, 140, 1217, 160]
- section-label-line-1: Remates de: [434, 140, 486, 150]
- notice-paragraph: 9° JUZGADO CIVIL DE SANTIAGO, Huérfanos 1409, 3° piso, Santiago: Se rematará, el día 29 de abril de 2026, a las 12:00 horas, el departamento número doscientos uno, del piso dos, Rol de Avalúo N° 3847-31; y la bodega número B cuarenta y cinco, del segundo subterráneo, Rol de Avalúo N° 3847-263; ambos del Condominio Torre Berlín, con ingreso por calle Berlín número novecientos veintisiete, según plano de fusión N° 9.833 y de copropiedad archivados bajo los N°s 10.231 y 10.231 de la A a la E, comuna de San Miguel; y, además, de derechos en proporción al valor de lo adquirido en unión de los adquirentes de los otros inmuebles y de los bienes comunes entre los cuales se encuentra el terreno. El título de dominio inscrito a Fs. 11023, Número 10143, del Registro de Propiedad del año 2019, del Conservador de Bienes Raíces de San Miguel. El mínimo para las posturas de la subasta será $ 44.466.247. El precio del remate se pagará al contado, debiendo consignarse esta suma en la cuenta corriente del Tribunal dentro de quinto día hábil contado desde la fecha de la subasta, mediante cupón de pago disponible en la página web del Poder Judicial. Para tomar parte en la subasta, interesados deberán rendir caución por medio de un vale vista endosable y tomado a la orden del Tribunal por una cantidad no inferior al 10% del mínimo fijado. Todo postor interesado deberá entregar materialmente el vale vista respectivo el día inmediatamente anterior a la subasta entre las 8:30 y las 9:30 horas en el Tribunal, acompañando además copia de la cédula de identidad del postor y del representante legal si se tratare de una persona jurídica. El borrador del acta de remate deberá ser firmada por el adjudicatario, con firma electrónica avanzada. La subasta se llevará a efecto mediante la plataforma Zoom, utilizando para ello el siguiente enlace: https://zoom.us/j/6413248095?pwd=bThMeFc4VlY1WmlHcXZEbjZWMTc0Zz09, ID de reunión: 641 324 8095, Código de acceso: 757295. Se hace presente que los participantes deberán contar con un computador o teléfono con conexión a Internet, con cámara y micrófono, y deberán ingresar a través del enlace señalado con a lo menos 5 minutos antelación al inicio de la subasta para el protocolo de identificación. Demás bases y antecedentes en juicio ejecutivo, 'Banco De Crédito E Inversio-: [136, 939, 358, 1502]
- column-text: [1592, 168, 1815, 1479]
